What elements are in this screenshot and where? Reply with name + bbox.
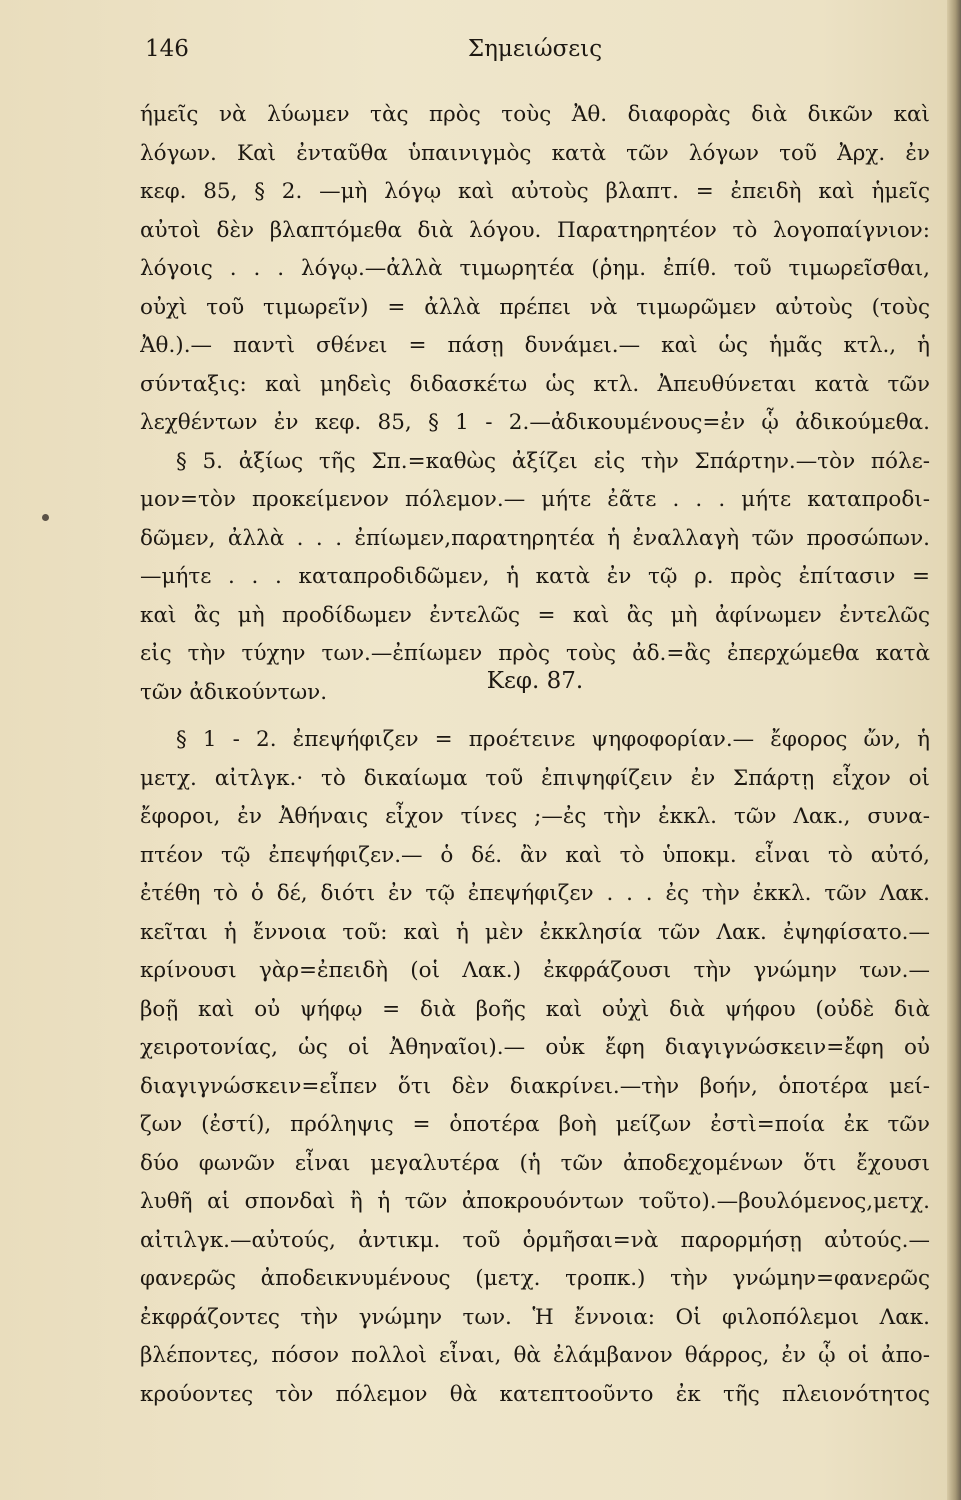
text-line: καὶ ἂς μὴ προδίδωμεν ἐντελῶς = καὶ ἂς μὴ ἀφίνωμεν ἐντελῶς (140, 602, 930, 628)
text-line: αἰτιλγκ.—αὐτούς, ἀντικμ. τοῦ ὁρμῆσαι=νὰ παρορμήσῃ αὐτούς.— (140, 1227, 930, 1253)
text-line: δῶμεν, ἀλλὰ . . . ἐπίωμεν,παρατηρητέα ἡ ἐναλλαγὴ τῶν προσώπων. (140, 525, 930, 551)
text-line: § 1 - 2. ἐπεψήφιζεν = προέτεινε ψηφοφορίαν.— ἔφορος ὤν, ἡ (176, 727, 930, 752)
margin-dot (42, 514, 49, 521)
notes-block-ch87 (140, 721, 930, 1414)
text-line: φανερῶς ἀποδεικνυμένους (μετχ. τροπκ.) τὴν γνώμην=φανερῶς (140, 1266, 930, 1291)
text-line: δύο φωνῶν εἶναι μεγαλυτέρα (ἡ τῶν ἀποδεχομένων ὅτι ἔχουσι (140, 1150, 930, 1176)
text-line: λεχθέντων ἐν κεφ. 85, § 1 - 2.—ἀδικουμένους=ἐν ᾧ ἀδικούμεθα. (140, 410, 930, 435)
text-line: μον=τὸν προκείμενον πόλεμον.— μήτε ἐᾶτε . . . μήτε καταπροδι- (140, 487, 930, 512)
text-line: μετχ. αἰτλγκ.· τὸ δικαίωμα τοῦ ἐπιψηφίζειν ἐν Σπάρτῃ εἶχον οἱ (140, 765, 930, 791)
text-line: οὐχὶ τοῦ τιμωρεῖν) = ἀλλὰ πρέπει νὰ τιμωρῶμεν αὐτοὺς (τοὺς (140, 294, 930, 320)
text-line: λόγων. Καὶ ἐνταῦθα ὑπαινιγμὸς κατὰ τῶν λόγων τοῦ Ἀρχ. ἐν (140, 140, 930, 166)
text-line: § 5. ἀξίως τῆς Σπ.=καθὼς ἀξίζει εἰς τὴν Σπάρτην.—τὸν πόλε- (176, 448, 930, 474)
text-line: ἐτέθη τὸ ὁ δέ, διότι ἐν τῷ ἐπεψήφιζεν . . . ἐς τὴν ἐκκλ. τῶν Λακ. (140, 881, 930, 906)
text-line: διαγιγνώσκειν=εἶπεν ὅτι δὲν διακρίνει.—τὴν βοήν, ὁποτέρα μεί- (140, 1073, 930, 1099)
text-line: βοῇ καὶ οὐ ψήφῳ = διὰ βοῆς καὶ οὐχὶ διὰ ψήφου (οὐδὲ διὰ (140, 996, 930, 1022)
text-line: κρούοντες τὸν πόλεμον θὰ κατεπτοοῦντο ἐκ τῆς πλειονότητος (140, 1381, 930, 1407)
notes-block-ch86 (140, 96, 930, 712)
text-line: τῶν ἀδικούντων. (140, 679, 328, 705)
text-line: κεῖται ἡ ἔννοια τοῦ: καὶ ἡ μὲν ἐκκλησία τῶν Λακ. ἐψηφίσατο.— (140, 919, 930, 945)
text-line: κεφ. 85, § 2. —μὴ λόγῳ καὶ αὐτοὺς βλαπτ. = ἐπειδὴ καὶ ἡμεῖς (140, 179, 930, 204)
text-line: κρίνουσι γὰρ=ἐπειδὴ (οἱ Λακ.) ἐκφράζουσι τὴν γνώμην των.— (140, 958, 930, 983)
text-line: λυθῆ αἱ σπονδαὶ ἢ ἡ τῶν ἀποκρουόντων τοῦτο).—βουλόμενος,μετχ. (140, 1189, 930, 1214)
text-line: αὐτοὶ δὲν βλαπτόμεθα διὰ λόγου. Παρατηρητέον τὸ λογοπαίγνιον: (140, 217, 930, 243)
text-line: λόγοις . . . λόγῳ.—ἀλλὰ τιμωρητέα (ῥημ. ἐπίθ. τοῦ τιμωρεῖσθαι, (140, 256, 930, 281)
page-header (145, 36, 925, 66)
text-line: ζων (ἐστί), πρόληψις = ὁποτέρα βοὴ μείζων ἐστὶ=ποία ἐκ τῶν (140, 1112, 930, 1137)
text-line: βλέποντες, πόσον πολλοὶ εἶναι, θὰ ἐλάμβανον θάρρος, ἐν ᾧ οἱ ἀπο- (140, 1343, 930, 1368)
page-edge-shadow (947, 0, 961, 1500)
text-line: Ἀθ.).— παντὶ σθένει = πάσῃ δυνάμει.— καὶ ὡς ἡμᾶς κτλ., ἡ (140, 333, 930, 358)
page-number: 146 (145, 36, 189, 62)
chapter-heading: Κεφ. 87. (486, 668, 584, 694)
text-line: χειροτονίας, ὡς οἱ Ἀθηναῖοι).— οὐκ ἔφη διαγιγνώσκειν=ἔφη οὐ (140, 1035, 930, 1060)
text-line: εἰς τὴν τύχην των.—ἐπίωμεν πρὸς τοὺς ἀδ.=ἂς ἐπερχώμεθα κατὰ (140, 641, 930, 666)
text-line: σύνταξις: καὶ μηδεὶς διδασκέτω ὡς κτλ. Ἀπευθύνεται κατὰ τῶν (140, 371, 930, 397)
running-title: Σημειώσεις (467, 36, 603, 62)
text-line: —μήτε . . . καταπροδιδῶμεν, ἡ κατὰ ἐν τῷ ρ. πρὸς ἐπίτασιν = (140, 564, 930, 589)
text-line: ήμεῖς νὰ λύωμεν τὰς πρὸς τοὺς Ἀθ. διαφορὰς διὰ δικῶν καὶ (140, 102, 930, 127)
text-line: ἔφοροι, ἐν Ἀθήναις εἶχον τίνες ;—ἐς τὴν ἐκκλ. τῶν Λακ., συνα- (140, 804, 930, 829)
text-line: ἐκφράζοντες τὴν γνώμην των. Ἡ ἔννοια: Οἱ φιλοπόλεμοι Λακ. (140, 1304, 930, 1330)
text-line: πτέον τῷ ἐπεψήφιζεν.— ὁ δέ. ἂν καὶ τὸ ὑποκμ. εἶναι τὸ αὐτό, (140, 842, 930, 868)
